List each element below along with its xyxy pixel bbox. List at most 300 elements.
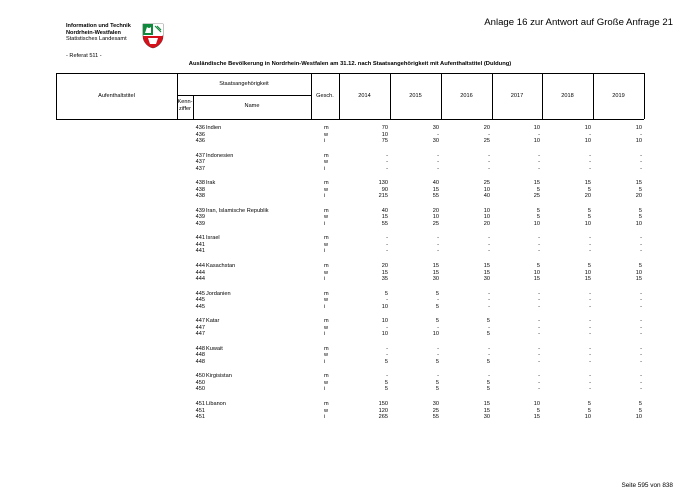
organization-name [66,23,131,43]
nrw-coat-of-arms-icon [142,23,164,49]
table-top-border [56,73,644,74]
header-geschlecht: Gesch. [316,93,334,99]
row-value: - [386,324,388,331]
header-year-2015: 2015 [409,93,422,99]
row-value: - [589,165,591,172]
row-value: - [589,152,591,159]
org-line-1: Information und Technik [66,23,131,29]
row-gender: i [324,414,326,420]
row-value: 30 [483,414,490,420]
row-value: - [640,345,642,352]
row-value: - [538,159,540,166]
header-name: Name [244,103,260,109]
row-value: - [538,379,540,386]
row-gender: w [324,241,329,248]
row-value: - [640,324,642,331]
row-value: 5 [435,318,439,325]
row-value: 10 [432,331,439,338]
table-title: Ausländische Bevölkerung in Nordrhein-Westfalen am 31.12. nach Staatsangehörigkeit mit Aufenthaltstitel (Duldung) [188,61,512,67]
row-value: - [589,235,591,242]
row-value: 10 [635,414,642,420]
row-value: 35 [381,276,388,282]
row-value: 90 [381,186,388,193]
row-value: - [437,235,439,242]
row-value: 10 [584,125,591,131]
row-value: - [488,131,490,138]
row-value: - [386,373,388,380]
header-staatsangehoerigkeit: Staatsangehörigkeit [219,81,269,87]
row-value: 150 [378,401,388,407]
row-value: - [488,324,490,331]
row-value: 265 [378,414,388,420]
row-value: - [640,241,642,248]
row-value: - [386,235,388,242]
header-aufenthaltstitel: Aufenthaltstitel [98,93,135,99]
row-value: - [640,131,642,138]
row-gender: w [324,269,329,276]
row-value: 10 [584,414,591,420]
row-gender: m [324,152,329,159]
row-value: 5 [638,186,642,193]
row-value: 10 [432,214,439,221]
row-value: - [488,241,490,248]
row-country-name: Irak [206,180,216,187]
row-code: 436 [195,125,205,131]
row-value: - [386,345,388,352]
row-value: 55 [432,193,439,200]
row-value: - [437,248,439,255]
row-value: - [437,131,439,138]
row-value: - [640,159,642,166]
row-value: - [488,303,490,310]
row-code: 445 [195,297,205,304]
row-country-name: Jordanien [206,290,231,297]
row-code: 451 [195,401,205,407]
header-year-2019: 2019 [612,93,625,99]
row-gender: m [324,263,329,269]
row-gender: m [324,401,329,407]
row-value: - [589,324,591,331]
row-value: - [589,241,591,248]
row-code: 451 [195,414,205,420]
row-value: 70 [381,125,388,131]
row-value: - [640,297,642,304]
row-gender: m [324,373,329,380]
row-code: 450 [195,373,205,380]
row-value: 20 [381,263,388,269]
row-code: 439 [195,214,205,221]
row-value: 75 [381,138,388,144]
row-value: 5 [384,290,388,297]
row-value: - [538,152,540,159]
row-country-name: Indonesien [206,152,234,159]
row-value: 5 [486,331,490,338]
row-value: - [640,358,642,365]
row-value: - [538,303,540,310]
row-value: 15 [432,186,439,193]
row-value: - [538,345,540,352]
row-value: 5 [384,358,388,365]
row-value: - [589,345,591,352]
row-value: - [386,297,388,304]
row-value: 5 [536,207,540,214]
row-gender: m [324,125,329,131]
row-value: 15 [635,276,642,282]
row-value: - [488,345,490,352]
row-value: 25 [533,193,540,200]
page-number: Seite 595 von 838 [621,482,673,489]
row-value: - [640,331,642,338]
row-value: - [386,352,388,359]
row-value: 30 [432,276,439,282]
row-value: 10 [483,207,490,214]
row-country-name: Kasachstan [206,263,236,269]
department-label: - Referat 511 - [66,53,102,59]
header-kennziffer-line: ziffer [178,106,192,112]
row-country-name: Kuwait [206,345,223,352]
row-value: - [386,152,388,159]
row-code: 445 [195,303,205,310]
row-value: - [589,373,591,380]
row-value: - [538,358,540,365]
row-value: - [488,235,490,242]
row-value: - [538,235,540,242]
attachment-title: Anlage 16 zur Antwort auf Große Anfrage 21 [484,17,673,28]
column-border [644,73,645,119]
row-code: 450 [195,379,205,386]
row-value: 25 [432,220,439,227]
row-value: 10 [635,138,642,144]
row-gender: i [324,193,326,200]
row-value: 15 [483,401,490,407]
row-value: - [589,159,591,166]
row-gender: i [324,331,326,338]
row-value: - [589,379,591,386]
row-value: - [640,318,642,325]
row-gender: i [324,276,326,282]
row-value: 10 [483,214,490,221]
row-value: 5 [486,379,490,386]
header-year-2018: 2018 [561,93,574,99]
row-value: - [589,303,591,310]
row-code: 439 [195,207,205,214]
row-code: 437 [195,159,205,166]
row-value: 5 [638,407,642,414]
row-value: 5 [587,186,591,193]
row-value: 10 [584,220,591,227]
row-value: 15 [483,407,490,414]
row-value: 15 [432,263,439,269]
row-value: - [640,373,642,380]
row-value: - [488,297,490,304]
row-code: 444 [195,269,205,276]
row-code: 437 [195,152,205,159]
org-line-2: Nordrhein-Westfalen [66,29,121,36]
row-value: - [437,297,439,304]
row-gender: i [324,138,326,144]
row-code: 447 [195,331,205,338]
row-value: 10 [635,125,642,131]
row-value: - [488,373,490,380]
row-value: 5 [587,401,591,407]
row-value: 130 [378,180,388,187]
row-code: 441 [195,235,205,242]
row-code: 444 [195,276,205,282]
row-code: 448 [195,358,205,365]
row-country-name: Indien [206,125,222,131]
row-value: - [488,165,490,172]
row-code: 451 [195,407,205,414]
row-value: - [640,386,642,393]
row-value: - [437,345,439,352]
header-year-2016: 2016 [460,93,473,99]
row-code: 437 [195,165,205,172]
row-value: - [589,331,591,338]
header-year-2017: 2017 [510,93,524,99]
row-code: 448 [195,352,205,359]
row-gender: m [324,207,329,214]
row-gender: w [324,324,329,331]
row-value: - [589,248,591,255]
row-value: - [538,248,540,255]
row-value: 215 [378,193,388,200]
row-value: 10 [533,269,540,276]
row-value: 10 [533,220,540,227]
row-value: 5 [536,214,540,221]
row-value: - [640,248,642,255]
row-country-name: Libanon [206,401,226,407]
row-gender: w [324,131,329,138]
row-value: - [488,152,490,159]
row-value: 55 [432,414,439,420]
row-value: 10 [381,318,388,325]
header-bottom-border [56,119,644,120]
row-gender: m [324,318,329,325]
row-value: 5 [384,379,388,386]
row-value: - [386,165,388,172]
row-value: 5 [536,186,540,193]
row-code: 439 [195,220,205,227]
row-value: 15 [584,276,591,282]
row-gender: w [324,186,329,193]
row-value: - [589,358,591,365]
row-value: 5 [486,358,490,365]
row-value: 20 [483,125,490,131]
row-value: 25 [432,407,439,414]
row-value: 10 [533,125,540,131]
row-value: 10 [381,131,388,138]
row-code: 450 [195,386,205,393]
row-value: - [488,352,490,359]
row-code: 441 [195,248,205,255]
row-value: - [640,290,642,297]
row-value: - [538,386,540,393]
row-value: 20 [584,193,591,200]
row-gender: w [324,352,329,359]
row-value: - [538,324,540,331]
row-value: 5 [435,358,439,365]
row-value: 15 [381,269,388,276]
row-value: 15 [635,180,642,187]
row-code: 444 [195,263,205,269]
row-value: 5 [435,290,439,297]
row-gender: i [324,220,326,227]
row-value: - [488,290,490,297]
row-gender: m [324,235,329,242]
row-value: - [437,324,439,331]
row-value: - [538,165,540,172]
row-value: 15 [533,414,540,420]
row-value: 30 [432,125,439,131]
row-value: 40 [432,180,439,187]
row-gender: i [324,248,326,255]
row-value: 15 [432,269,439,276]
row-value: - [538,331,540,338]
row-value: 20 [432,207,439,214]
row-value: - [589,318,591,325]
header-divider [177,95,311,96]
row-gender: i [324,303,326,310]
row-value: - [589,131,591,138]
row-country-name: Israel [206,235,220,242]
row-value: 5 [435,379,439,386]
header-kennziffer [177,99,193,113]
row-value: - [589,290,591,297]
row-value: - [538,241,540,248]
row-value: 10 [533,401,540,407]
row-value: 10 [635,220,642,227]
org-line-3: Statistisches Landesamt [66,36,127,43]
header-year-2014: 2014 [358,93,371,99]
row-gender: w [324,407,329,414]
row-value: - [640,379,642,386]
row-value: - [437,165,439,172]
row-code: 447 [195,324,205,331]
row-value: 25 [483,138,490,144]
row-country-name: Kirgisistan [206,373,232,380]
row-value: 30 [483,276,490,282]
row-value: 30 [432,401,439,407]
row-value: 5 [638,214,642,221]
row-value: 15 [483,263,490,269]
row-value: 10 [584,269,591,276]
row-value: - [640,352,642,359]
row-code: 436 [195,131,205,138]
row-value: 5 [587,407,591,414]
row-value: 5 [638,263,642,269]
row-code: 438 [195,193,205,200]
row-value: 5 [384,386,388,393]
row-gender: m [324,290,329,297]
row-value: - [640,165,642,172]
header-kennziffer-line: Kenn- [177,99,193,105]
row-value: - [538,352,540,359]
row-value: 30 [432,138,439,144]
row-value: - [488,248,490,255]
row-value: 15 [483,269,490,276]
row-value: - [386,241,388,248]
row-value: 5 [587,207,591,214]
row-code: 438 [195,180,205,187]
row-value: 20 [483,220,490,227]
row-gender: m [324,180,329,187]
row-gender: i [324,165,326,172]
row-value: - [538,373,540,380]
row-value: - [386,159,388,166]
row-value: 10 [381,331,388,338]
row-value: 10 [381,303,388,310]
row-country-name: Iran, Islamische Republik [206,207,269,214]
row-value: - [437,373,439,380]
row-gender: m [324,345,329,352]
row-value: - [538,131,540,138]
row-value: 10 [483,186,490,193]
row-value: 5 [435,303,439,310]
row-value: - [386,248,388,255]
row-value: - [640,303,642,310]
row-value: 55 [381,220,388,227]
row-value: 25 [483,180,490,187]
row-value: - [437,152,439,159]
row-value: 5 [486,386,490,393]
row-value: - [437,159,439,166]
row-gender: w [324,214,329,221]
row-value: - [437,352,439,359]
row-value: 5 [587,263,591,269]
row-code: 436 [195,138,205,144]
row-value: - [589,297,591,304]
row-code: 441 [195,241,205,248]
row-value: - [437,241,439,248]
row-value: 15 [584,180,591,187]
row-value: 40 [381,207,388,214]
row-gender: w [324,159,329,166]
row-value: 10 [533,138,540,144]
row-value: 5 [536,407,540,414]
row-value: 40 [483,193,490,200]
row-value: - [640,235,642,242]
row-value: - [589,386,591,393]
row-value: - [589,352,591,359]
row-value: - [488,159,490,166]
row-value: - [538,290,540,297]
row-value: 5 [435,386,439,393]
row-value: - [538,297,540,304]
row-value: - [640,152,642,159]
row-country-name: Katar [206,318,220,325]
row-value: 10 [584,138,591,144]
row-gender: w [324,379,329,386]
row-code: 438 [195,186,205,193]
row-value: 15 [533,180,540,187]
row-value: 15 [533,276,540,282]
row-value: - [538,318,540,325]
row-code: 445 [195,290,205,297]
row-gender: w [324,297,329,304]
row-value: 120 [378,407,388,414]
row-value: 15 [381,214,388,221]
row-value: 5 [638,207,642,214]
row-value: 5 [486,318,490,325]
row-value: 5 [536,263,540,269]
row-value: 5 [587,214,591,221]
row-value: 5 [638,401,642,407]
row-code: 447 [195,318,205,325]
row-value: 20 [635,193,642,200]
row-code: 448 [195,345,205,352]
row-gender: i [324,358,326,365]
row-value: 10 [635,269,642,276]
